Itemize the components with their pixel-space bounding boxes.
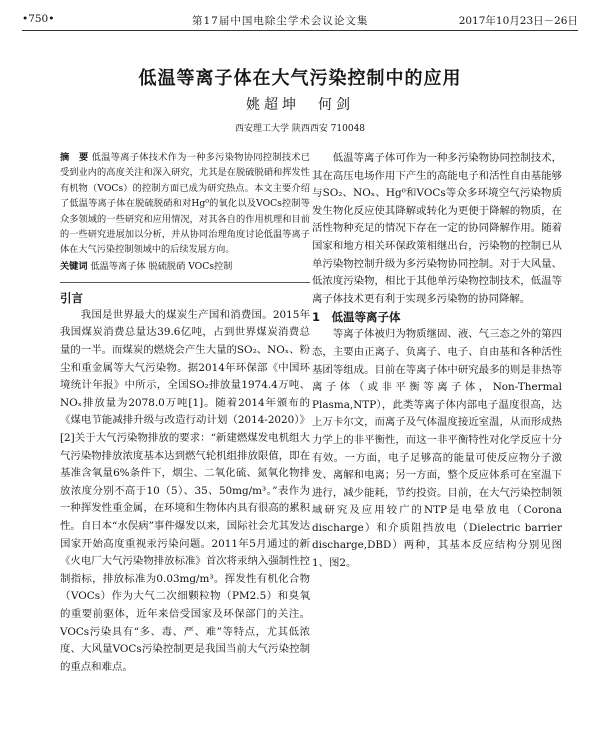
- conference-name: 第17届中国电除尘学术会议论文集: [192, 15, 369, 27]
- section-1-heading: 1 低温等离子体: [312, 310, 401, 325]
- introduction-heading: 引言: [60, 290, 83, 305]
- section-1-paragraph: 等离子体被归为物质继固、液、气三态之外的第四态，主要由正离子、负离子、电子、自由基和各种活性基团等组成。目前在等离子体中研究最多的则是非热等离子体（或非平衡等离子体，Non-Thermal Plasma,NTP），此类等离子体内部电子温度很高，达上万卡尔文，而离子及气体温度接近室温，从而形成热力学上的非平衡性，而这一非平衡特性对化学反应十分有效。一方面，电子足够高的能量可使反应物分子激发、离解和电离；另一方面，整个反应体系可在室温下进行，减少能耗，节约投资。目前，在大气污染控制领域研究及应用较广的NTP是电晕放电（Corona discharge）和介质阻挡放电（Dielectric barrier discharge,DBD）两种，其基本反应结构分别见图1、图2。: [312, 328, 562, 570]
- introduction-paragraph-2: 低温等离子体可作为一种多污染物协同控制技术，其在高压电场作用下产生的高能电子和活性自由基能够与SO₂、NOₓ、Hg⁰和VOCs等众多环境空气污染物质发生物化反应使其降解或转化为更便于降解的物质，在活性物种充足的情况下存在一定的协同降解作用。随着国家和地方相关环保政策相继出台，污染物的控制已从单污染物控制升级为多污染物协同控制。对于大风量、低浓度污染物，相比于其他单污染物控制技术，低温等离子体技术更有利于实现多污染物的协同降解。: [312, 152, 562, 305]
- right-column: [312, 150, 562, 573]
- running-header: [22, 10, 578, 31]
- abstract-text: 低温等离子体技术作为一种多污染物协同控制技术已受到业内的高度关注和深入研究，尤其是在脱硫脱硝和挥发性有机物（VOCs）的控制方面已成为研究热点。本文主要介绍了低温等离子体在脱硫脱硝和对Hg⁰的氧化以及VOCs控制等众多领域的一些研究和应用情况，对其各自的作用机理和目前的一些研究进展加以分析，并从协同治理角度讨论低温等离子体在大气污染控制领域中的后续发展方向。: [60, 152, 311, 256]
- abstract: [60, 150, 310, 258]
- keywords: [60, 259, 310, 275]
- author-affiliation: 西安理工大学 陕西西安 710048: [234, 124, 366, 134]
- abstract-label: 摘 要: [60, 152, 89, 163]
- keywords-label: 关键词: [60, 260, 88, 272]
- keywords-text: 低温等离子体 脱硫脱硝 VOCs控制: [90, 260, 233, 272]
- introduction-paragraph-1: 我国是世界最大的煤炭生产国和消费国。2015年我国煤炭消费总量达39.6亿吨，占到世界煤炭消费总量的一半。而煤炭的燃烧会产生大量的SO₂、NOₓ、粉尘和重金属等大气污染物。据2014年环保部《中国环境统计年报》中所示，全国SO₂排放量1974.4万吨、NOₓ排放量为2078.0万吨[1]。随着2014年颁布的《煤电节能减排升级与改造行动计划（2014-2020）》[2]关于大气污染物排放的要求：“新建燃煤发电机组大气污染物排放浓度基本达到燃气轮机组排放限值，即在基准含氧量6%条件下，烟尘、二氧化硫、氮氧化物排放浓度分别不高于10（5）、35、50mg/m³。”表作为一种挥发性重金属，在环境和生物体内具有很高的累积性。自日本“水俣病”事件爆发以来，国际社会尤其发达国家开始高度重视汞污染问题。2011年5月通过的新《火电厂大气污染物排放标准》首次将汞纳入强制性控制指标，排放标准为0.03mg/m³。挥发性有机化合物（VOCs）作为大气二次细颗粒物（PM2.5）和臭氧的重要前驱体，近年来倍受国家及环保部门的关注。VOCs污染具有“多、毒、严、难”等特点，尤其低浓度、大风量VOCs污染控制更是我国当前大气污染控制的重点和难点。: [60, 308, 310, 673]
- paper-authors: 姚超坤 何剑: [246, 97, 354, 113]
- conference-date: 2017年10月23日－26日: [458, 15, 578, 27]
- page-number: •750•: [22, 13, 55, 25]
- left-column: [60, 150, 310, 676]
- paper-title: 低温等离子体在大气污染控制中的应用: [138, 68, 462, 89]
- abstract-divider: [60, 282, 310, 283]
